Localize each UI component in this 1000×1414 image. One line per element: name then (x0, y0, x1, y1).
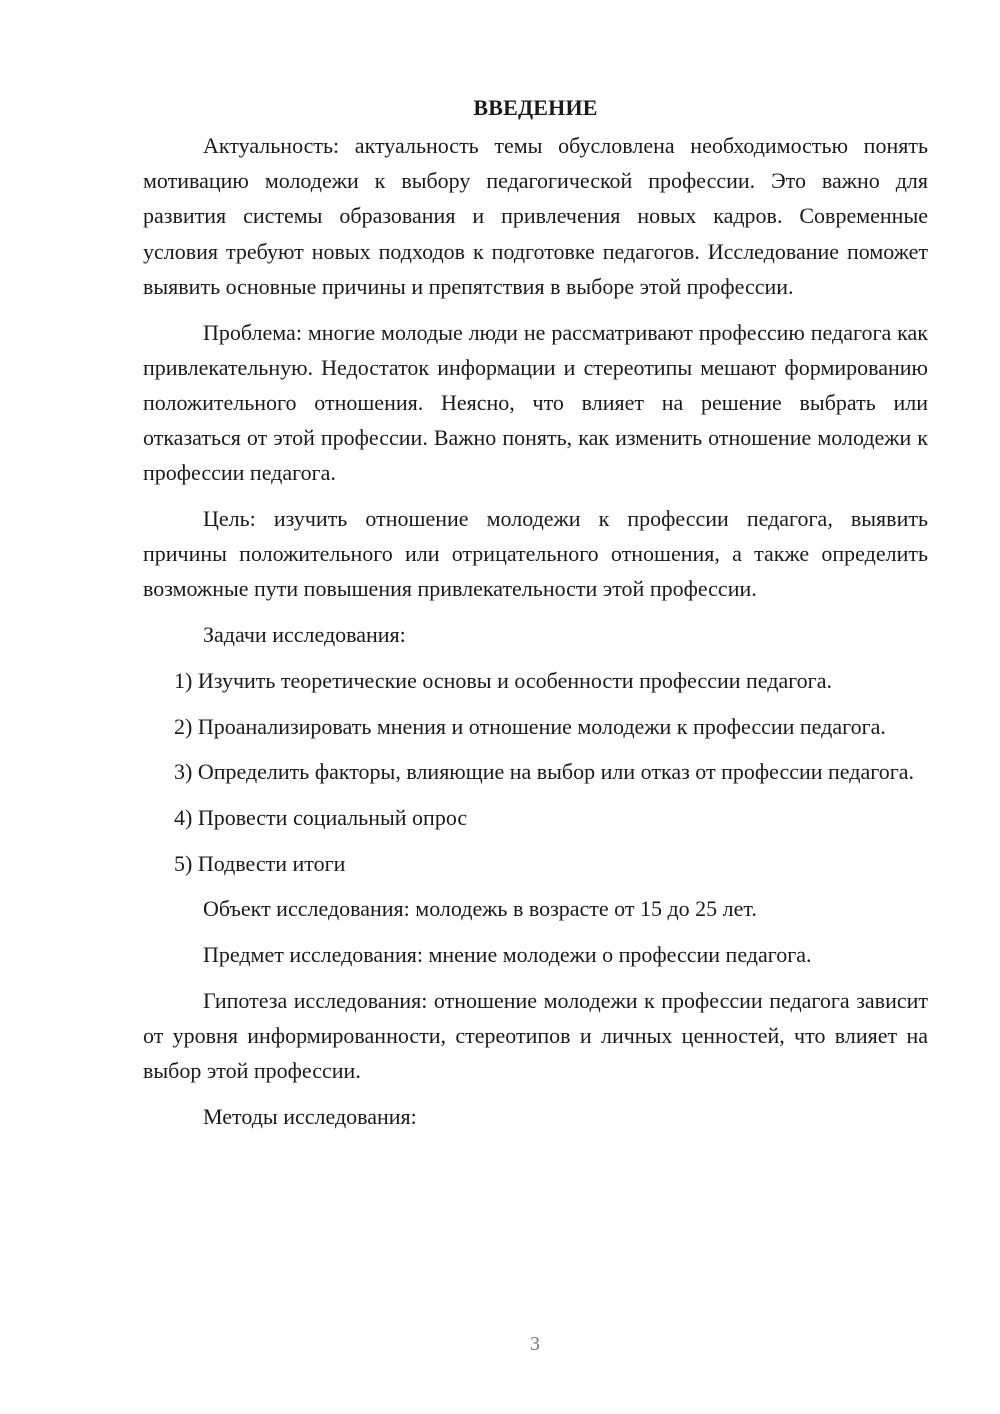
paragraph-goal: Цель: изучить отношение молодежи к профессии педагога, выявить причины положительного или отрицательного отношения, а также определить возможные пути повышения привлекательности этой профессии. (143, 506, 928, 602)
document-page (143, 90, 928, 1145)
task-item: 1) Изучить теоретические основы и особенности профессии педагога. (174, 667, 832, 693)
task-item: 5) Подвести итоги (174, 850, 346, 876)
paragraph-subject: Предмет исследования: мнение молодежи о профессии педагога. (203, 942, 812, 968)
page-number: 3 (530, 1333, 540, 1355)
task-item: 2) Проанализировать мнения и отношение молодежи к профессии педагога. (174, 713, 886, 739)
paragraph-methods: Методы исследования: (203, 1103, 417, 1129)
task-item: 3) Определить факторы, влияющие на выбор или отказ от профессии педагога. (174, 759, 914, 785)
task-item: 4) Провести социальный опрос (174, 804, 468, 830)
paragraph-object: Объект исследования: молодежь в возрасте от 15 до 25 лет. (203, 896, 757, 922)
paragraph-problem: Проблема: многие молодые люди не рассматривают профессию педагога как привлекательную. Недостаток информации и стереотипы мешают формированию положительного отношения. Неясно, что влияет на решение выбрать или отказаться от этой профессии. Важно понять, как изменить отношение молодежи к профессии педагога. (143, 319, 928, 486)
paragraph-tasks-heading: Задачи исследования: (203, 622, 406, 648)
paragraph-hypothesis: Гипотеза исследования: отношение молодежи к профессии педагога зависит от уровня информированности, стереотипов и личных ценностей, что влияет на выбор этой профессии. (143, 987, 928, 1084)
page-title: ВВЕДЕНИЕ (473, 95, 598, 120)
paragraph-relevance: Актуальность: актуальность темы обусловлена необходимостью понять мотивацию молодежи к выбору педагогической профессии. Это важно для развития системы образования и привлечения новых кадров. Современные условия требуют новых подходов к подготовке педагогов. Исследование поможет выявить основные причины и препятствия в выборе этой профессии. (143, 133, 928, 299)
